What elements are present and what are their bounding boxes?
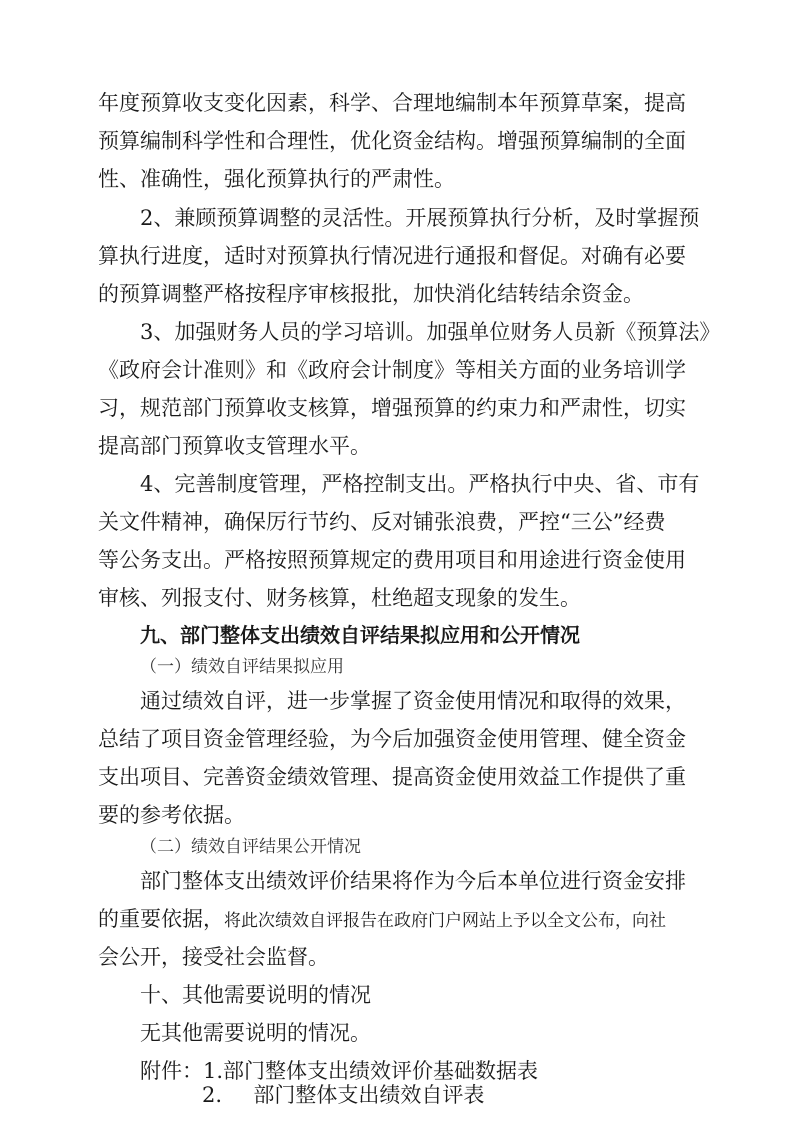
section-9-heading: 九、部门整体支出绩效自评结果拟应用和公开情况 — [140, 623, 580, 647]
paragraph-6-line-3: 会公开，接受社会监督。 — [98, 945, 329, 969]
attachment-2-title: 部门整体支出绩效自评表 — [253, 1083, 485, 1107]
paragraph-4-line-4: 审核、列报支付、财务核算，杜绝超支现象的发生。 — [98, 586, 581, 610]
paragraph-3-line-2: 《政府会计准则》和《政府会计制度》等相关方面的业务培训学 — [98, 358, 686, 382]
paragraph-1-line-3: 性、准确性，强化预算执行的严肃性。 — [98, 167, 455, 191]
subsection-2-heading: （二）绩效自评结果公开情况 — [140, 837, 361, 857]
paragraph-3-line-4: 提高部门预算收支管理水平。 — [98, 434, 371, 458]
paragraph-5-line-2: 总结了项目资金管理经验，为今后加强资金使用管理、健全资金 — [98, 727, 686, 751]
paragraph-4-line-3: 等公务支出。严格按照预算规定的费用项目和用途进行资金使用 — [98, 548, 686, 572]
subsection-1-heading: （一）绩效自评结果拟应用 — [140, 657, 344, 677]
paragraph-2-line-3: 的预算调整严格按程序审核报批，加快消化结转结余资金。 — [98, 282, 644, 306]
attachment-line-1: 附件：1.部门整体支出绩效评价基础数据表 — [140, 1059, 539, 1083]
paragraph-6-line-2-part-a: 的重要依据， — [98, 907, 224, 931]
section-10-heading: 十、其他需要说明的情况 — [140, 983, 371, 1007]
attachment-2-number: 2. — [202, 1083, 223, 1107]
paragraph-3-line-1: 3、加强财务人员的学习培训。加强单位财务人员新《预算法》 — [140, 320, 721, 344]
section-10-text: 无其他需要说明的情况。 — [140, 1021, 371, 1045]
paragraph-5-line-4: 要的参考依据。 — [98, 803, 245, 827]
paragraph-5-line-3: 支出项目、完善资金绩效管理、提高资金使用效益工作提供了重 — [98, 765, 686, 789]
paragraph-1-line-2: 预算编制科学性和合理性，优化资金结构。增强预算编制的全面 — [98, 129, 686, 153]
paragraph-6-line-2-part-b: 将此次绩效自评报告在政府门户网站上予以全文公布，向社 — [224, 911, 666, 931]
paragraph-4-line-1: 4、完善制度管理，严格控制支出。严格执行中央、省、市有 — [140, 472, 700, 496]
attachment-line-2 — [202, 1076, 484, 1114]
paragraph-5-line-1: 通过绩效自评，进一步掌握了资金使用情况和取得的效果， — [140, 689, 686, 713]
paragraph-2-line-2: 算执行进度，适时对预算执行情况进行通报和督促。对确有必要 — [98, 244, 686, 268]
paragraph-6-line-2 — [98, 900, 666, 938]
paragraph-6-line-1: 部门整体支出绩效评价结果将作为今后本单位进行资金安排 — [140, 869, 686, 893]
paragraph-2-line-1: 2、兼顾预算调整的灵活性。开展预算执行分析，及时掌握预 — [140, 206, 700, 230]
paragraph-4-line-2: 关文件精神，确保厉行节约、反对铺张浪费，严控“三公”经费 — [98, 510, 666, 534]
paragraph-3-line-3: 习，规范部门预算收支核算，增强预算的约束力和严肃性，切实 — [98, 396, 686, 420]
paragraph-1-line-1: 年度预算收支变化因素，科学、合理地编制本年预算草案，提高 — [98, 91, 686, 115]
